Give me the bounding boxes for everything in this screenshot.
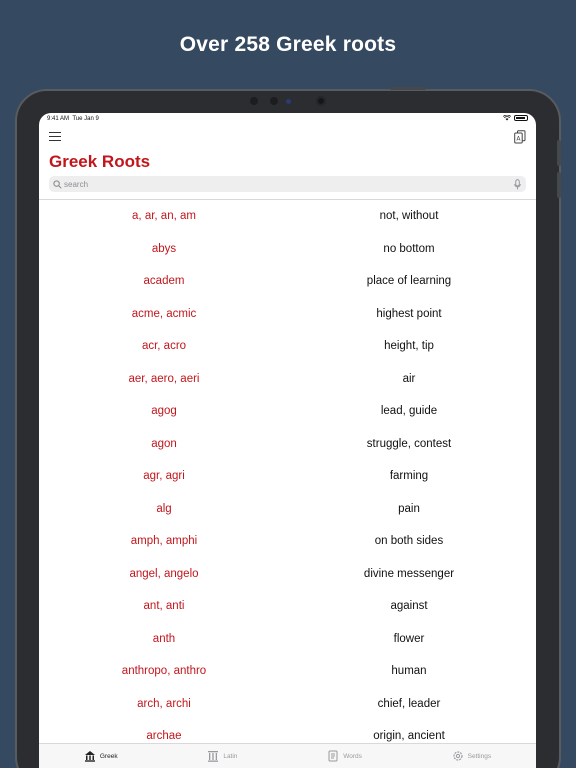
root-row[interactable]: [39, 688, 536, 721]
root-meaning: pain: [398, 502, 420, 515]
svg-text:A: A: [516, 135, 521, 143]
root-row[interactable]: [39, 298, 536, 331]
tab-words[interactable]: [327, 750, 362, 762]
root-row[interactable]: [39, 590, 536, 623]
root-term: anth: [152, 632, 176, 645]
status-icons: [503, 115, 528, 121]
root-row[interactable]: [39, 330, 536, 363]
search-bar[interactable]: [49, 176, 526, 192]
root-row[interactable]: [39, 460, 536, 493]
root-row[interactable]: [39, 623, 536, 656]
root-meaning: height, tip: [384, 340, 434, 353]
settings-gear-icon: [452, 750, 464, 762]
root-term: ant, anti: [143, 600, 185, 613]
volume-down-button: [557, 172, 561, 198]
root-meaning: struggle, contest: [366, 437, 452, 450]
root-term: amph, amphi: [130, 535, 198, 548]
latin-columns-icon: [207, 750, 219, 762]
words-book-icon: [327, 750, 339, 762]
root-term: agr, agri: [143, 470, 185, 483]
root-term: anthropo, anthro: [121, 665, 207, 678]
tab-label: Latin: [223, 752, 238, 760]
battery-icon: [514, 115, 528, 121]
root-meaning: air: [402, 372, 416, 385]
nav-bar: [39, 127, 536, 149]
root-meaning: highest point: [376, 307, 442, 320]
tab-bar: [39, 743, 536, 768]
root-meaning: no bottom: [383, 242, 435, 255]
root-row[interactable]: [39, 655, 536, 688]
root-row[interactable]: [39, 233, 536, 266]
status-time: 9:41 AM Tue Jan 9: [47, 116, 99, 122]
root-term: agog: [151, 405, 177, 418]
root-row[interactable]: [39, 363, 536, 396]
root-term: aer, aero, aeri: [128, 372, 200, 385]
root-meaning: farming: [389, 470, 429, 483]
tab-label: Greek: [99, 752, 118, 760]
page-title: Greek Roots: [49, 152, 151, 171]
root-term: alg: [156, 502, 172, 515]
root-term: archae: [146, 730, 182, 743]
root-term: a, ar, an, am: [132, 210, 196, 223]
root-term: agon: [151, 437, 177, 450]
root-meaning: against: [390, 600, 428, 613]
root-meaning: divine messenger: [363, 567, 455, 580]
root-meaning: chief, leader: [377, 697, 441, 710]
search-icon: [53, 180, 62, 189]
hamburger-menu-icon[interactable]: [49, 132, 61, 142]
front-led-dot: [286, 99, 291, 104]
root-meaning: flower: [393, 632, 425, 645]
tab-label: Settings: [467, 752, 492, 760]
root-meaning: not, without: [379, 210, 439, 223]
tab-label: Words: [343, 752, 362, 760]
root-term: academ: [143, 275, 185, 288]
root-term: acr, acro: [141, 340, 187, 353]
root-row[interactable]: [39, 395, 536, 428]
root-row[interactable]: [39, 525, 536, 558]
microphone-icon[interactable]: [514, 179, 521, 190]
status-bar: [39, 113, 536, 125]
wifi-icon: [503, 115, 511, 121]
root-term: arch, archi: [137, 697, 191, 710]
root-meaning: human: [391, 665, 427, 678]
front-camera-lens: [316, 96, 326, 106]
root-meaning: on both sides: [374, 535, 444, 548]
root-row[interactable]: [39, 493, 536, 526]
root-meaning: place of learning: [366, 275, 452, 288]
tab-latin[interactable]: [207, 750, 237, 762]
search-input[interactable]: [64, 177, 514, 191]
root-row[interactable]: [39, 558, 536, 591]
root-meaning: origin, ancient: [373, 730, 445, 743]
greek-temple-icon: [84, 750, 96, 762]
root-term: acme, acmic: [131, 307, 197, 320]
root-term: abys: [151, 242, 177, 255]
root-meaning: lead, guide: [380, 405, 438, 418]
root-term: angel, angelo: [129, 567, 199, 580]
app-screen: [39, 113, 536, 768]
power-button: [390, 87, 426, 90]
tab-settings[interactable]: [452, 750, 492, 762]
root-row[interactable]: [39, 265, 536, 298]
root-row[interactable]: [39, 428, 536, 461]
flashcards-icon[interactable]: [514, 130, 526, 144]
root-row[interactable]: [39, 200, 536, 233]
promo-headline: Over 258 Greek roots: [179, 33, 397, 56]
roots-list: [39, 200, 536, 753]
tab-greek[interactable]: [84, 750, 118, 762]
front-camera-dot: [250, 97, 258, 105]
front-sensor-dot: [270, 97, 278, 105]
volume-up-button: [557, 140, 561, 166]
